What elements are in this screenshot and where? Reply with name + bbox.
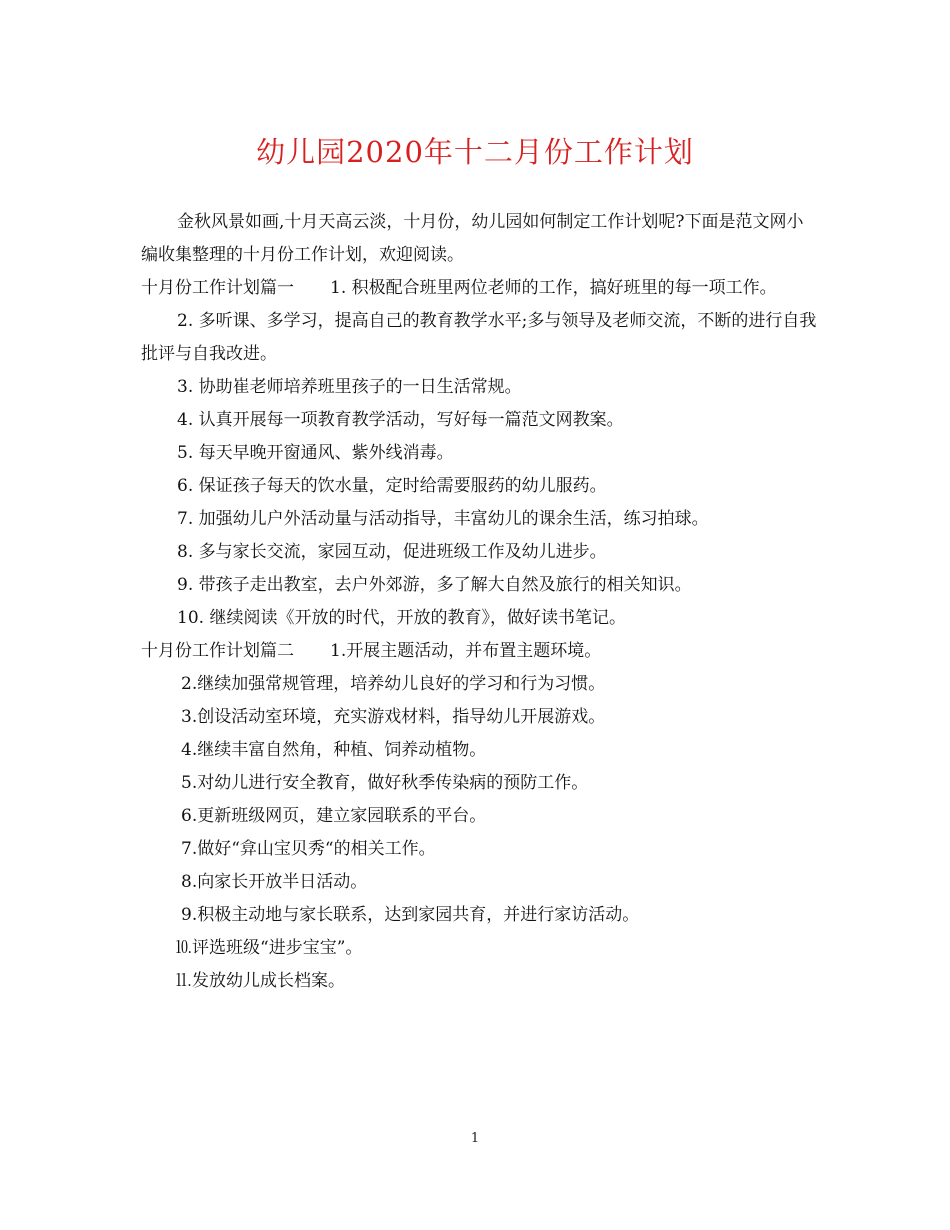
plan1-first-line bbox=[141, 272, 817, 305]
plan1-item-8: 8. 多与家长交流，家园互动，促进班级工作及幼儿进步。 bbox=[177, 542, 607, 562]
page-number: 1 bbox=[470, 1131, 480, 1146]
plan2-item-4: 4.继续丰富自然角，种植、饲养动植物。 bbox=[181, 740, 487, 760]
plan2-item-5: 5.对幼儿进行安全教育，做好秋季传染病的预防工作。 bbox=[181, 773, 589, 793]
plan2-item-7: 7.做好“弇山宝贝秀“的相关工作。 bbox=[181, 839, 436, 859]
intro-paragraph: 金秋风景如画,十月天高云淡，十月份，幼儿园如何制定工作计划呢?下面是范文网小编收集整理的十月份工作计划，欢迎阅读。 bbox=[141, 212, 804, 265]
plan1-item-10: 10. 继续阅读《开放的时代，开放的教育》，做好读书笔记。 bbox=[177, 608, 626, 628]
plan1-item-4: 4. 认真开展每一项教育教学活动，写好每一篇范文网教案。 bbox=[177, 410, 624, 430]
plan2-item-10: ⒑评选班级“进步宝宝”。 bbox=[175, 938, 363, 958]
plan1-item-9: 9. 带孩子走出教室，去户外郊游，多了解大自然及旅行的相关知识。 bbox=[177, 575, 692, 595]
plan1-item-7: 7. 加强幼儿户外活动量与活动指导，丰富幼儿的课余生活，练习拍球。 bbox=[177, 509, 709, 529]
plan1-item-2: 2. 多听课、多学习，提高自己的教育教学水平;多与领导及老师交流，不断的进行自我批评与自我改进。 bbox=[141, 311, 817, 364]
plan2-item-6: 6.更新班级网页，建立家园联系的平台。 bbox=[181, 806, 487, 826]
plan2-item-3: 3.创设活动室环境，充实游戏材料，指导幼儿开展游戏。 bbox=[181, 707, 606, 727]
plan2-item-11: ⒒发放幼儿成长档案。 bbox=[175, 971, 345, 991]
plan2-item-1: 1.开展主题活动，并布置主题环境。 bbox=[330, 641, 602, 661]
plan2-first-line bbox=[141, 635, 817, 668]
document-title: 幼儿园2020年十二月份工作计划 bbox=[256, 135, 694, 169]
plan2-item-8: 8.向家长开放半日活动。 bbox=[181, 872, 368, 892]
plan1-item-3: 3. 协助崔老师培养班里孩子的一日生活常规。 bbox=[177, 377, 522, 397]
plan2-item-9: 9.积极主动地与家长联系，达到家园共育，并进行家访活动。 bbox=[181, 905, 640, 925]
document-body bbox=[141, 206, 817, 998]
plan1-item-6: 6. 保证孩子每天的饮水量，定时给需要服药的幼儿服药。 bbox=[177, 476, 607, 496]
plan1-heading: 十月份工作计划篇一 bbox=[141, 278, 294, 298]
plan2-heading: 十月份工作计划篇二 bbox=[141, 641, 294, 661]
plan1-item-1: 1. 积极配合班里两位老师的工作，搞好班里的每一项工作。 bbox=[330, 278, 777, 298]
plan1-item-5: 5. 每天早晚开窗通风、紫外线消毒。 bbox=[177, 443, 454, 463]
plan2-item-2: 2.继续加强常规管理，培养幼儿良好的学习和行为习惯。 bbox=[181, 674, 606, 694]
